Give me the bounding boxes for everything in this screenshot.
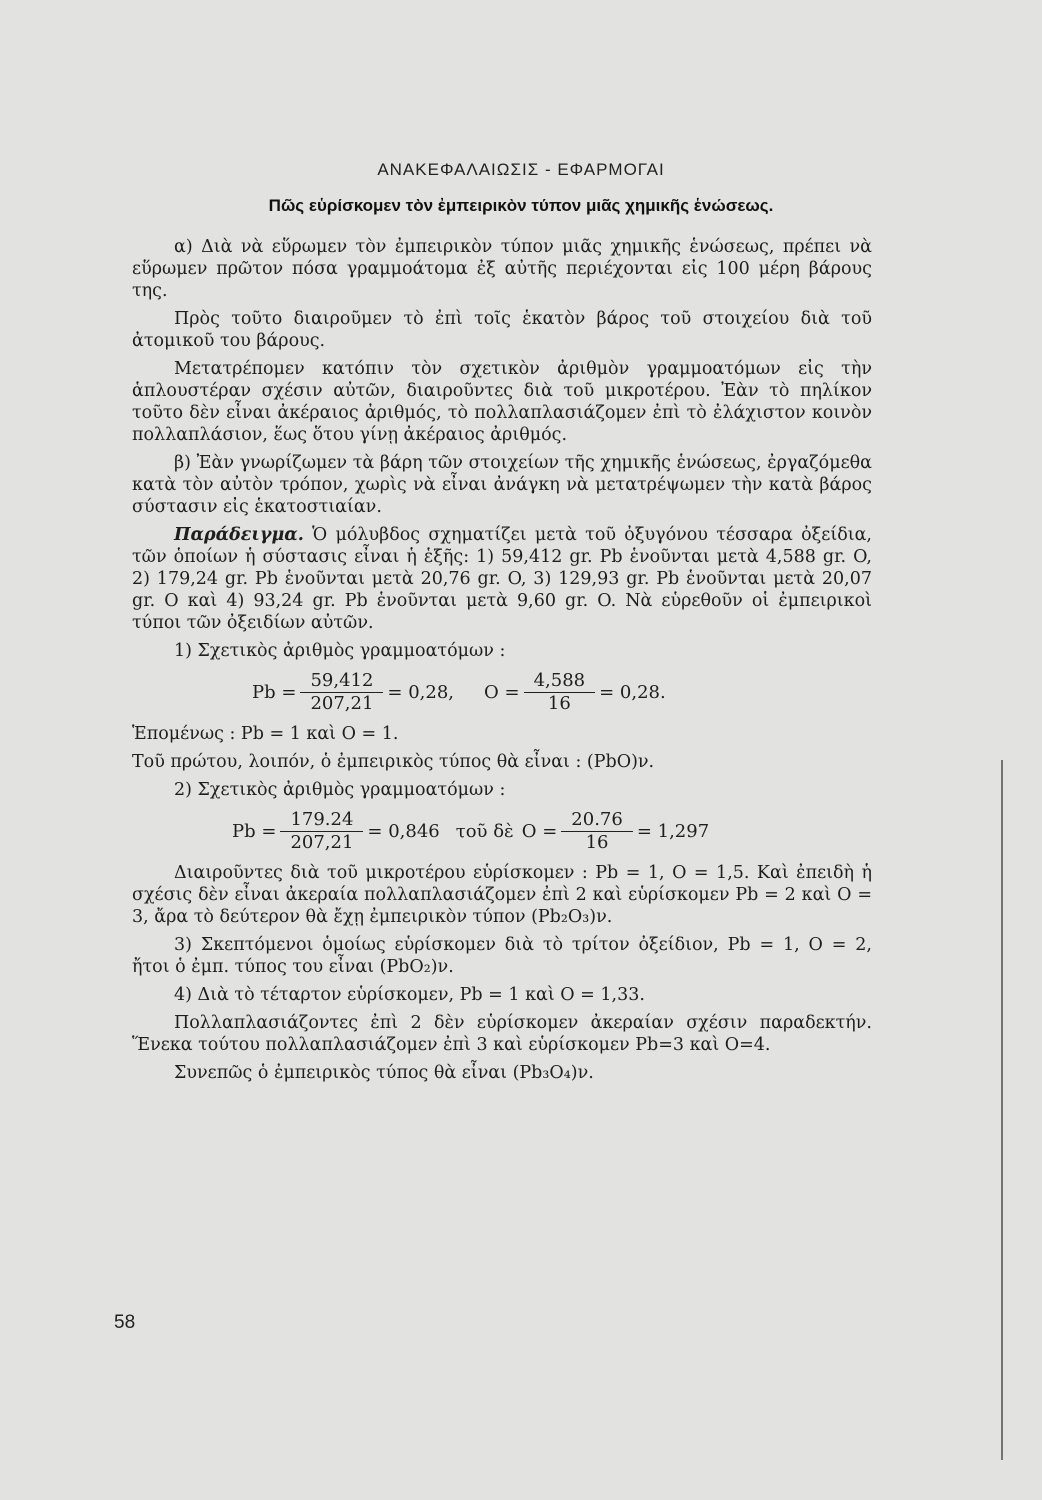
section-title: Πῶς εὑρίσκομεν τὸν ἐμπειρικὸν τύπον μιᾶς χημικῆς ἑνώσεως. — [268, 196, 774, 215]
step2-label: 2) Σχετικὸς ἀριθμὸς γραμμοατόμων : — [174, 780, 506, 800]
step4-text-3: Συνεπῶς ὁ ἐμπειρικὸς τύπος θὰ εἶναι (Pb₃O₄)ν. — [174, 1063, 594, 1083]
chapter-header: ΑΝΑΚΕΦΑΛΑΙΩΣΙΣ - ΕΦΑΡΜΟΓΑΙ — [377, 160, 665, 179]
paragraph-b: β) Ἐὰν γνωρίζωμεν τὰ βάρη τῶν στοιχείων τῆς χημικῆς ἑνώσεως, ἐργαζόμεθα κατὰ τὸν αὐτὸν τρόπον, χωρὶς νὰ εἶναι ἀνάγκη νὰ μετατρέψωμεν τὴν κατὰ βάρος σύστασιν εἰς ἑκατοστιαίαν. — [132, 453, 872, 517]
formula-2 — [232, 809, 872, 854]
formula2-pb-label: Pb = — [232, 820, 277, 842]
formula1-pb-fraction — [300, 670, 383, 715]
formula1-pb-denominator: 207,21 — [310, 693, 374, 714]
scan-edge-line — [1001, 760, 1003, 1460]
body-text — [132, 236, 872, 1090]
step3-text: 3) Σκεπτόμενοι ὁμοίως εὑρίσκομεν διὰ τὸ τρίτον ὀξείδιον, Pb = 1, O = 2, ἤτοι ὁ ἐμπ. τύπος του εἶναι (PbO₂)ν. — [132, 935, 872, 977]
formula2-o-fraction — [561, 809, 633, 854]
paragraph-a: α) Διὰ νὰ εὕρωμεν τὸν ἐμπειρικὸν τύπον μιᾶς χημικῆς ἑνώσεως, πρέπει νὰ εὕρωμεν πρῶτον πόσα γραμμοάτομα ἐξ αὐτῆς περιέχονται εἰς 100 μέρη βάρους της. — [132, 237, 872, 301]
formula1-pb-result: = 0,28, — [387, 681, 455, 703]
step4-text-2: Πολλαπλασιάζοντες ἐπὶ 2 δὲν εὑρίσκομεν ἀκεραίαν σχέσιν παραδεκτήν. Ἕνεκα τούτου πολλαπλασιάζομεν ἐπὶ 3 καὶ εὑρίσκομεν Pb=3 καὶ O=4. — [132, 1013, 872, 1055]
formula2-o-denominator: 16 — [585, 832, 609, 853]
formula2-o-numerator: 20.76 — [561, 809, 633, 832]
paragraph-divide: Πρὸς τοῦτο διαιροῦμεν τὸ ἐπὶ τοῖς ἑκατὸν βάρος τοῦ στοιχείου διὰ τοῦ ἀτομικοῦ του βάρους. — [132, 309, 872, 351]
page-number: 58 — [114, 1312, 136, 1333]
step1-label: 1) Σχετικὸς ἀριθμὸς γραμμοατόμων : — [174, 641, 506, 661]
formula1-o-result: = 0,28. — [599, 681, 666, 703]
formula1-pb-label: Pb = — [252, 681, 297, 703]
formula2-o-result: = 1,297 — [636, 820, 710, 842]
formula-1 — [252, 670, 872, 715]
step1-formula: Τοῦ πρώτου, λοιπόν, ὁ ἐμπειρικὸς τύπος θὰ εἶναι : (PbO)ν. — [132, 752, 655, 772]
step2-text: Διαιροῦντες διὰ τοῦ μικροτέρου εὑρίσκομεν : Pb = 1, O = 1,5. Καὶ ἐπειδὴ ἡ σχέσις δὲν εἶναι ἀκεραία πολλαπλασιάζομεν ἐπὶ 2 καὶ εὑρίσκομεν Pb = 2 καὶ O = 3, ἄρα τὸ δεύτερον θὰ ἔχῃ ἐμπειρικὸν τύπον (Pb₂O₃)ν. — [132, 863, 872, 927]
formula1-pb-numerator: 59,412 — [300, 670, 383, 693]
formula1-o-denominator: 16 — [547, 693, 571, 714]
example-text: Ὁ μόλυβδος σχηματίζει μετὰ τοῦ ὀξυγόνου τέσσαρα ὀξείδια, τῶν ὁποίων ἡ σύστασις εἶναι ἡ ἑξῆς: 1) 59,412 gr. Pb ἑνοῦνται μετὰ 4,588 gr. O, 2) 179,24 gr. Pb ἑνοῦνται μετὰ 20,76 gr. O, 3) 129,93 gr. Pb ἑνοῦνται μετὰ 20,07 gr. O καὶ 4) 93,24 gr. Pb ἑνοῦνται μετὰ 9,60 gr. O. Νὰ εὑρεθοῦν οἱ ἐμπειρικοὶ τύποι τῶν ὀξειδίων αὐτῶν. — [132, 525, 872, 633]
example-paragraph — [132, 524, 872, 634]
formula2-pb-numerator: 179.24 — [280, 809, 363, 832]
example-label: Παράδειγμα. — [174, 525, 304, 545]
step1-result: Ἑπομένως : Pb = 1 καὶ O = 1. — [132, 724, 399, 744]
step4-text: 4) Διὰ τὸ τέταρτον εὑρίσκομεν, Pb = 1 καὶ O = 1,33. — [174, 985, 645, 1005]
formula2-pb-fraction — [280, 809, 363, 854]
formula2-connector: τοῦ δὲ — [455, 820, 514, 842]
formula2-o-label: O = — [521, 820, 558, 842]
formula2-pb-result: = 0,846 — [367, 820, 440, 842]
formula2-pb-denominator: 207,21 — [290, 832, 354, 853]
formula1-o-label: O = — [484, 681, 520, 703]
paragraph-convert: Μετατρέπομεν κατόπιν τὸν σχετικὸν ἀριθμὸν γραμμοατόμων εἰς τὴν ἁπλουστέραν σχέσιν αὐτῶν, διαιροῦντες διὰ τοῦ μικροτέρου. Ἐὰν τὸ πηλίκον τοῦτο δὲν εἶναι ἀκέραιος ἀριθμός, τὸ πολλαπλασιάζομεν ἐπὶ τὸ ἐλάχιστον κοινὸν πολλαπλάσιον, ἕως ὅτου γίνῃ ἀκέραιος ἀριθμός. — [132, 359, 872, 445]
formula1-o-fraction — [524, 670, 596, 715]
formula1-o-numerator: 4,588 — [524, 670, 596, 693]
